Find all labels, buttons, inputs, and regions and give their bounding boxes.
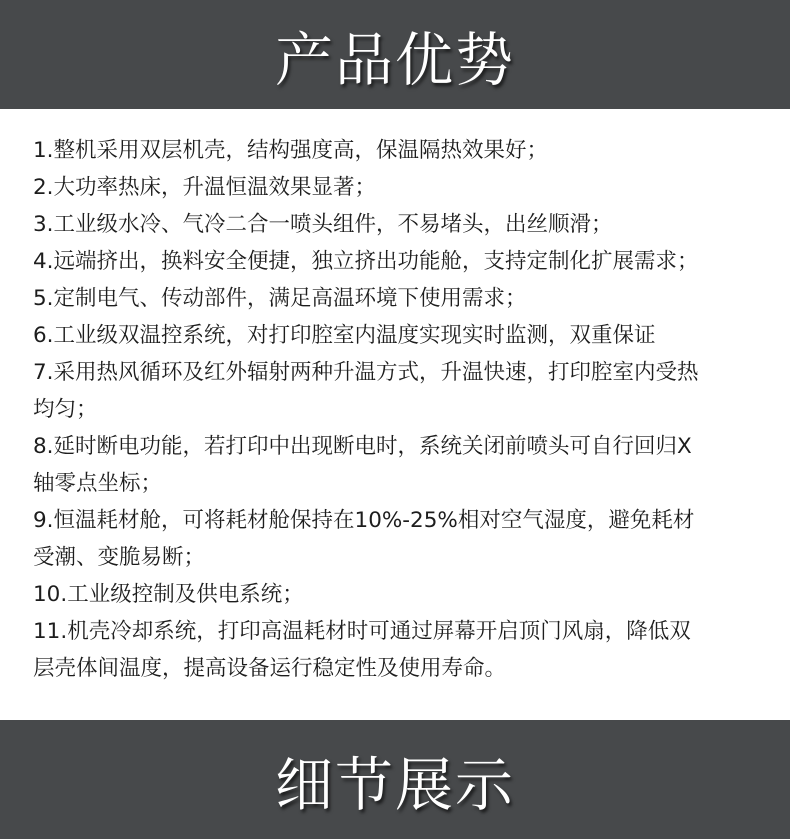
list-item-line: 3.工业级水冷、气冷二合一喷头组件，不易堵头，出丝顺滑；: [33, 212, 613, 237]
list-item: [33, 613, 766, 687]
list-item-line: 均匀；: [33, 397, 98, 422]
list-item: [33, 243, 766, 280]
list-item-line: 1.整机采用双层机壳，结构强度高，保温隔热效果好；: [33, 138, 549, 163]
list-item-line: 受潮、变脆易断；: [33, 545, 206, 570]
header-banner: [0, 0, 790, 109]
advantages-list: [0, 109, 790, 720]
list-item: [33, 169, 766, 206]
list-item-line: 轴零点坐标；: [33, 471, 163, 496]
list-item-line: 5.定制电气、传动部件，满足高温环境下使用需求；: [33, 286, 527, 311]
list-item: [33, 132, 766, 169]
list-item: [33, 206, 766, 243]
list-item-line: 9.恒温耗材舱，可将耗材舱保持在10%-25%相对空气湿度，避免耗材: [33, 508, 695, 533]
list-item-line: 2.大功率热床，升温恒温效果显著；: [33, 175, 377, 200]
list-item: [33, 576, 766, 613]
list-item-line: 10.工业级控制及供电系统；: [33, 582, 304, 607]
list-item: [33, 502, 766, 576]
list-item-line: 层壳体间温度，提高设备运行稳定性及使用寿命。: [33, 656, 507, 681]
list-item: [33, 428, 766, 502]
list-item-line: 11.机壳冷却系统，打印高温耗材时可通过屏幕开启顶门风扇，降低双: [33, 619, 691, 644]
list-item-line: 4.远端挤出，换料安全便捷，独立挤出功能舱，支持定制化扩展需求；: [33, 249, 699, 274]
footer-banner: [0, 720, 790, 839]
section-title-product-advantages: 产品优势: [274, 25, 515, 94]
section-title-detail-display: 细节展示: [274, 750, 515, 819]
list-item: [33, 354, 766, 428]
list-item-line: 7.采用热风循环及红外辐射两种升温方式，升温快速，打印腔室内受热: [33, 360, 699, 385]
list-item-line: 8.延时断电功能，若打印中出现断电时，系统关闭前喷头可自行回归X: [33, 434, 692, 459]
list-item-line: 6.工业级双温控系统，对打印腔室内温度实现实时监测，双重保证: [33, 323, 656, 348]
list-item: [33, 280, 766, 317]
list-item: [33, 317, 766, 354]
